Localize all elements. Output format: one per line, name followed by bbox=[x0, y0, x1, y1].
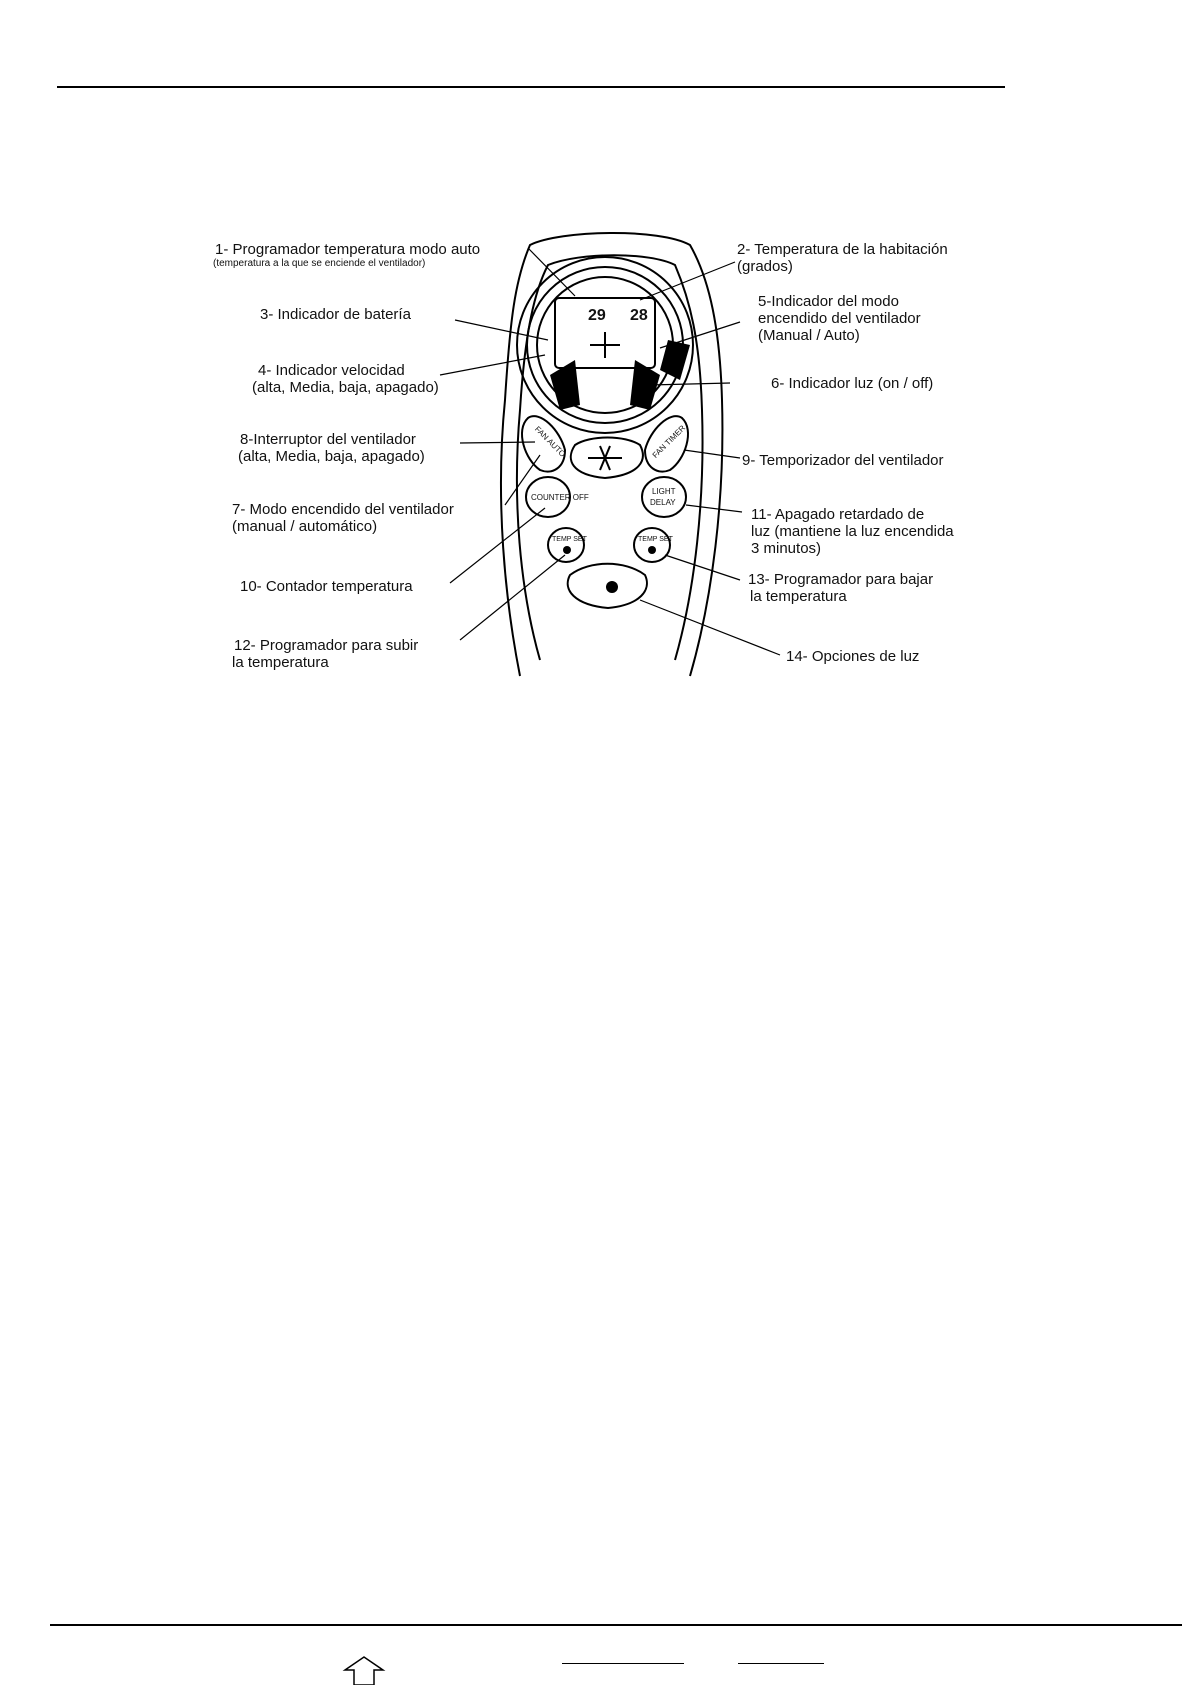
label-11-line3: 3 minutos) bbox=[751, 540, 822, 557]
lcd-right-readout: 28 bbox=[630, 307, 648, 324]
label-5-line3: (Manual / Auto) bbox=[758, 327, 860, 344]
up-arrow-icon bbox=[345, 1657, 383, 1685]
label-8-title: 8-Interruptor del ventilador bbox=[240, 431, 416, 448]
temp-down-button: TEMP SET bbox=[638, 536, 673, 543]
label-8-subtitle: (alta, Media, baja, apagado) bbox=[238, 448, 425, 465]
label-4-subtitle: (alta, Media, baja, apagado) bbox=[252, 379, 439, 396]
label-12-line1: 12- Programador para subir bbox=[234, 637, 419, 654]
label-14: 14- Opciones de luz bbox=[786, 648, 920, 665]
label-13-line1: 13- Programador para bajar bbox=[748, 571, 934, 588]
lcd-left-readout: 29 bbox=[588, 307, 606, 324]
label-10: 10- Contador temperatura bbox=[240, 578, 413, 595]
label-3: 3- Indicador de batería bbox=[260, 306, 411, 323]
label-6: 6- Indicador luz (on / off) bbox=[771, 375, 934, 392]
label-13-line2: la temperatura bbox=[750, 588, 847, 605]
label-12-line2: la temperatura bbox=[232, 654, 329, 671]
fan-auto-button: FAN AUTO bbox=[532, 424, 568, 459]
temp-up-button: TEMP SET bbox=[552, 536, 587, 543]
label-2-subtitle: (grados) bbox=[737, 258, 793, 275]
light-bulb-icon bbox=[606, 581, 618, 593]
light-delay-button-line1: LIGHT bbox=[652, 487, 676, 496]
counter-button: COUNTER OFF bbox=[531, 493, 589, 502]
label-2-title: 2- Temperatura de la habitación bbox=[737, 241, 948, 258]
light-delay-button-line2: DELAY bbox=[650, 498, 676, 507]
footer-line-left bbox=[562, 1663, 684, 1664]
label-5-line1: 5-Indicador del modo bbox=[758, 293, 899, 310]
fan-timer-button: FAN TIMER bbox=[650, 423, 688, 460]
label-11-line2: luz (mantiene la luz encendida bbox=[751, 523, 954, 540]
label-4-title: 4- Indicador velocidad bbox=[258, 362, 405, 379]
temp-up-dot bbox=[563, 546, 571, 554]
label-1-subtitle: (temperatura a la que se enciende el ventilador) bbox=[213, 258, 426, 269]
label-7-subtitle: (manual / automático) bbox=[232, 518, 378, 535]
label-9: 9- Temporizador del ventilador bbox=[742, 452, 944, 469]
label-11-line1: 11- Apagado retardado de bbox=[751, 506, 925, 523]
temp-down-dot bbox=[648, 546, 656, 554]
speed-segment-left bbox=[550, 360, 580, 410]
label-5-line2: encendido del ventilador bbox=[758, 310, 921, 327]
label-1-title: 1- Programador temperatura modo auto bbox=[215, 241, 481, 258]
label-7-title: 7- Modo encendido del ventilador bbox=[232, 501, 454, 518]
bottom-rule bbox=[50, 1624, 1182, 1626]
footer-line-right bbox=[738, 1663, 824, 1664]
fan-icon bbox=[588, 332, 622, 470]
